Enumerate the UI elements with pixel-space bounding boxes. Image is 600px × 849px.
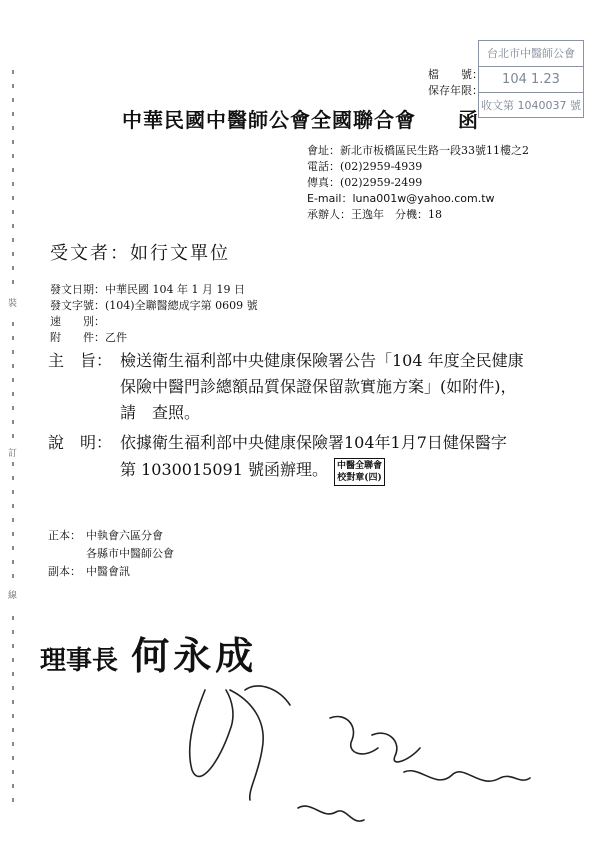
scribble-stroke-5: [372, 733, 420, 762]
seal-line-2: 校對章(四): [337, 473, 382, 483]
letter-title: 中華民國中醫師公會全國聯合會 函: [122, 108, 479, 132]
explanation-label: 說 明：: [48, 433, 113, 452]
recipient: 受文者：如行文單位: [50, 243, 230, 264]
subject-label: 主 旨：: [48, 351, 113, 370]
contact-email: E-mail：luna001w@yahoo.com.tw: [307, 192, 495, 205]
line-mark: 線: [8, 591, 18, 601]
signature-name: 何永成: [131, 633, 258, 678]
stamp-date: 104 1.23: [479, 67, 583, 93]
main-recipient-2: 各縣市中醫師公會: [86, 547, 174, 560]
subject-line-1: 檢送衛生福利部中央健康保險署公告「104 年度全民健康: [120, 351, 524, 370]
explanation-line-2: 第 1030015091 號函辦理。: [120, 460, 328, 479]
scribble-stroke-7: [298, 806, 364, 821]
main-recipients-label: 正本：: [48, 529, 81, 542]
scribble-stroke-1: [190, 690, 233, 776]
copy-recipient-1: 中醫會訊: [86, 565, 130, 578]
seal-line-1: 中醫全聯會: [337, 461, 383, 471]
contact-handler: 承辦人：王逸年 分機：18: [307, 208, 442, 221]
subject-line-3: 請 查照。: [120, 403, 201, 422]
scribble-stroke-2: [230, 690, 263, 800]
scribble-stroke-3: [245, 686, 290, 705]
staple-mark: 訂: [8, 449, 18, 459]
attachment-field: 附 件：乙件: [50, 331, 127, 344]
contact-fax: 傳真：(02)2959-2499: [307, 176, 423, 189]
copy-recipients-label: 副本：: [48, 565, 81, 578]
issue-number: 發文字號：(104)全聯醫總成字第 0609 號: [50, 299, 258, 312]
scribble-stroke-4: [330, 717, 378, 754]
binding-mark: 裝: [8, 299, 18, 309]
retention-label: 保存年限：: [428, 84, 483, 97]
subject-line-2: 保險中醫門診總額品質保證保留款實施方案」(如附件)，: [120, 377, 517, 396]
file-number-label: 檔 號：: [428, 68, 483, 81]
main-recipient-1: 中執會六區分會: [86, 529, 163, 542]
issue-date: 發文日期：中華民國 104 年 1 月 19 日: [50, 283, 245, 296]
contact-address: 會址：新北市板橋區民生路一段33號11樓之2: [307, 144, 529, 157]
scribble-stroke-6: [404, 771, 530, 781]
explanation-line-1: 依據衛生福利部中央健康保險署104年1月7日健保醫字: [120, 433, 507, 452]
contact-phone: 電話：(02)2959-4939: [307, 160, 423, 173]
speed-field: 速 別：: [50, 315, 105, 328]
stamp-org: 台北市中醫師公會: [479, 41, 583, 67]
signature-title: 理事長: [40, 646, 119, 676]
stamp-docno: 收文第 1040037 號: [481, 99, 581, 112]
